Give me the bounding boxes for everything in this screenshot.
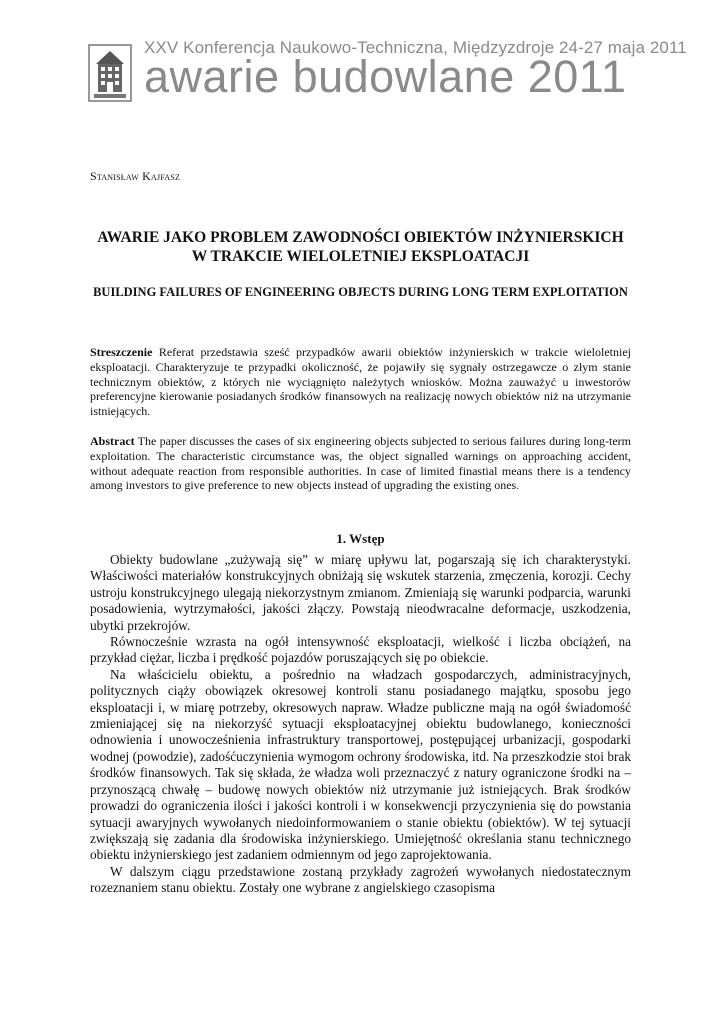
abstract-label: Abstract xyxy=(90,434,135,448)
author-name: Stanisław Kajfasz xyxy=(90,169,181,183)
body-paragraph: W dalszym ciągu przedstawione zostaną przykłady zagrożeń wywołanych niedostatecznym rozeznaniem stanu obiektu. Zostały one wybrane z angielskiego czasopisma xyxy=(90,863,631,896)
streszczenie-text: Referat przedstawia sześć przypadków awarii obiektów inżynierskich w trakcie wieloletniej eksploatacji. Charakteryzuje te przypadki okoliczność, że pojawiły się sygnały ostrzegawcze o złym stanie technicznym obiektów, z których nie wyciągnięto należytych wniosków. Można zauważyć u inwestorów preferencyjne kierowanie posiadanych środków finansowych na realizację nowych obiektów niż na utrzymanie istniejących. xyxy=(90,345,631,419)
abstract-text: The paper discusses the cases of six engineering objects subjected to serious failures during long-term exploitation. The characteristic circumstance was, the object signalled warnings on approaching accident, without adequate reaction from responsible authorities. In case of limited finastial means there is a tendency among investors to give preference to new objects instead of upgrading the existing ones. xyxy=(90,434,631,493)
section-body xyxy=(90,552,631,897)
body-paragraph: Na właścicielu obiektu, a pośrednio na władzach gospodarczych, administracyjnych, politycznych ciąży obowiązek okresowej kontroli stanu posiadanego majątku, sposobu jego eksploatacji i, w miarę potrzeby, okresowych napraw. Władze publiczne mają na ogół świadomość zmieniającej się na niekorzyść sytuacji eksploatacyjnej obiektu budowlanego, konieczności odnowienia i unowocześnienia infrastruktury transportowej, postępującej urbanizacji, gospodarki wodnej (powodzie), zadośćuczynienia wymogom ochrony środowiska, itd. Na przeszkodzie stoi brak środków finansowych. Tak się składa, że władza woli przeznaczyć z natury ograniczone środki na – przynoszącą chwałę – budowę nowych obiektów niż utrzymanie już istniejących. Brak środków prowadzi do ograniczenia ilości i jakości kontroli i w konsekwencji przyczynienia się do powstania sytuacji awaryjnych wywołanych niedoinformowaniem o stanie obiektu (obiektów). W tej sytuacji zwiększają się zadania dla środowiska inżynierskiego. Umiejętność określania stanu technicznego obiektu inżynierskiego jest zadaniem odmiennym od jego zaprojektowania. xyxy=(90,666,631,863)
paper-title-polish: AWARIE JAKO PROBLEM ZAWODNOŚCI OBIEKTÓW INŻYNIERSKICH W TRAKCIE WIELOLETNIEJ EKSPLOATACJI xyxy=(97,229,624,265)
body-paragraph: Obiekty budowlane „zużywają się” w miarę upływu lat, pogarszają się ich charakterystyki. Właściwości materiałów konstrukcyjnych obniżają się wskutek starzenia, zmęczenia, korozji. Cechy ustroju konstrukcyjnego ulegają niekorzystnym zmianom. Zmieniają się warunki podparcia, warunki posadowienia, wytrzymałości, jakości złączy. Powstają nieodwracalne deformacje, uszkodzenia, ubytki przekrojów. xyxy=(90,552,631,633)
streszczenie-paragraph xyxy=(90,345,631,419)
section-heading: 1. Wstęp xyxy=(336,531,385,546)
conference-header xyxy=(88,38,687,118)
building-logo-icon xyxy=(88,44,132,102)
body-paragraph: Równocześnie wzrasta na ogół intensywność eksploatacji, wielkość i liczba obciążeń, na przykład ciężar, liczba i prędkość pojazdów poruszających się po obiekcie. xyxy=(90,634,631,666)
conference-title: awarie budowlane 2011 xyxy=(144,51,627,102)
streszczenie-label: Streszczenie xyxy=(90,345,153,359)
conference-line: XXV Konferencja Naukowo-Techniczna, Międzyzdroje 24-27 maja 2011 xyxy=(144,38,687,57)
paper-title-english: BUILDING FAILURES OF ENGINEERING OBJECTS DURING LONG TERM EXPLOITATION xyxy=(93,285,628,299)
abstract-paragraph xyxy=(90,434,631,493)
